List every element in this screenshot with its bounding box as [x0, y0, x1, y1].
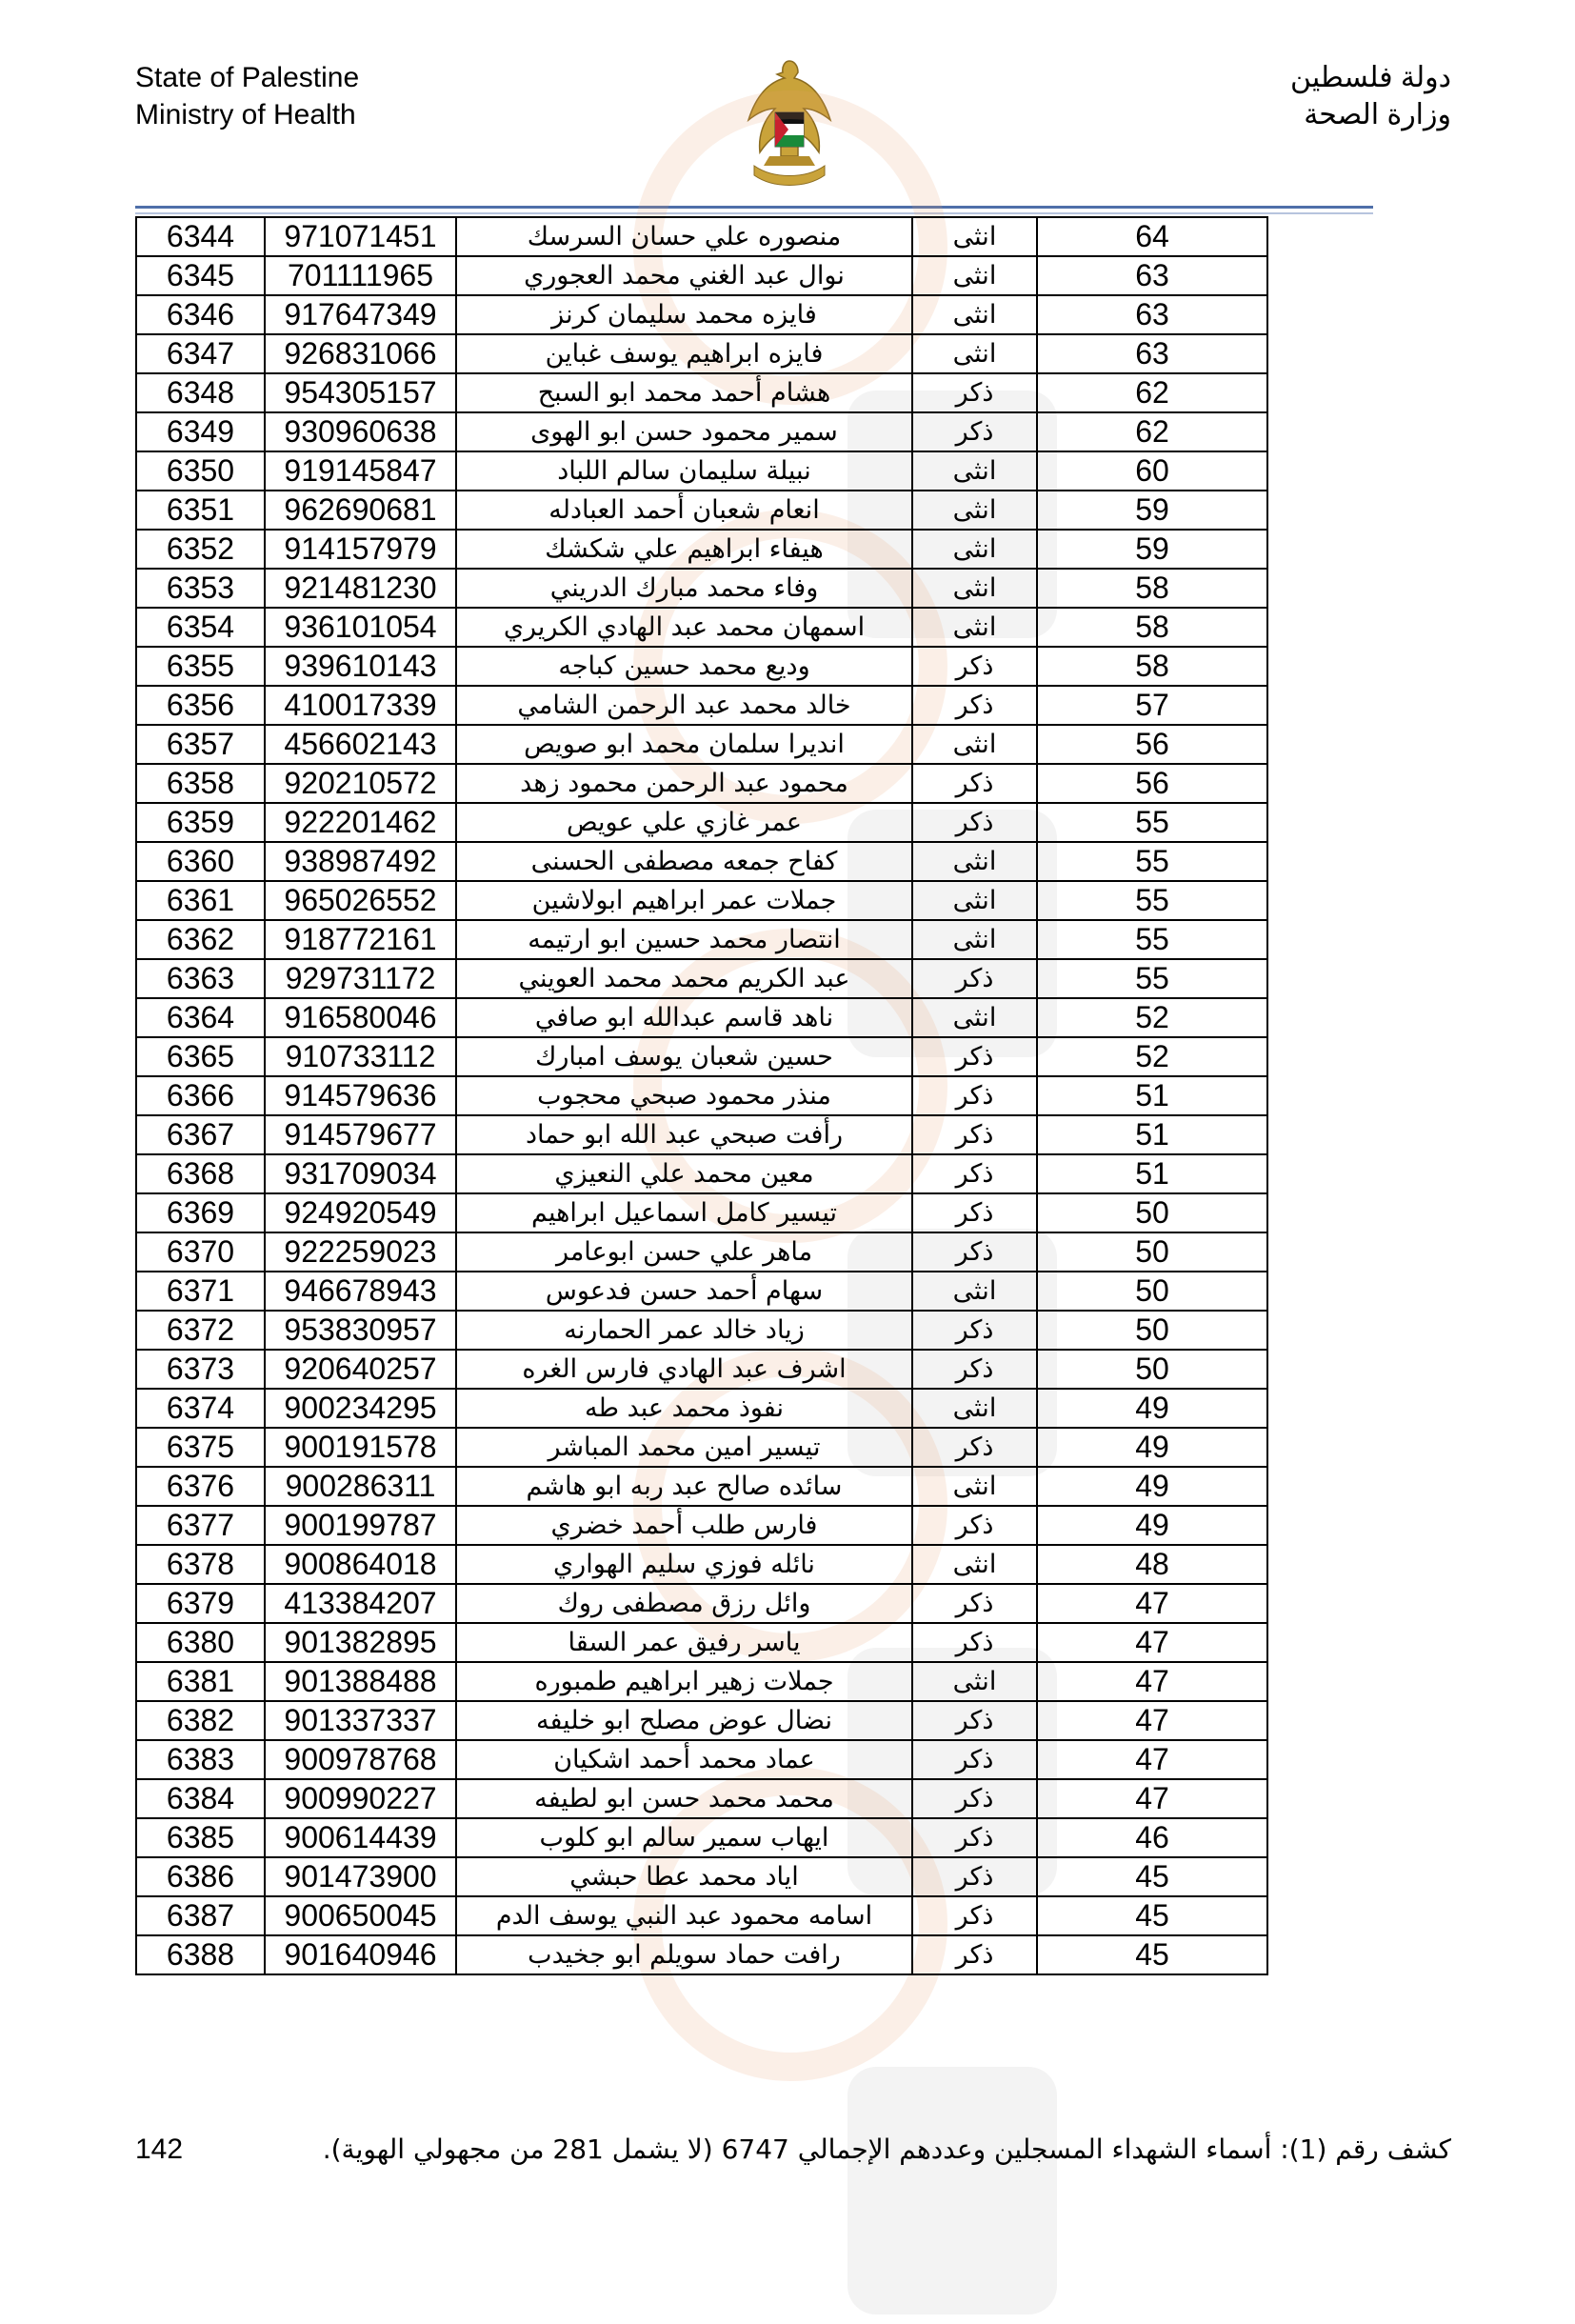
table-row	[136, 1115, 1267, 1154]
cell-age: 58	[1037, 647, 1267, 686]
cell-id-number: 914579677	[265, 1115, 456, 1154]
cell-full-name: سمير محمود حسن ابو الهوى	[456, 412, 912, 451]
cell-age: 48	[1037, 1545, 1267, 1584]
cell-id-number: 900990227	[265, 1779, 456, 1818]
cell-sex: ذكر	[912, 373, 1037, 412]
cell-seq: 6361	[136, 881, 265, 920]
martyrs-table	[135, 216, 1268, 1975]
cell-seq: 6387	[136, 1896, 265, 1935]
cell-seq: 6356	[136, 686, 265, 725]
cell-full-name: هيفاء ابراهيم علي شكشك	[456, 530, 912, 569]
cell-age: 50	[1037, 1193, 1267, 1232]
table-row	[136, 1857, 1267, 1896]
cell-id-number: 962690681	[265, 491, 456, 530]
cell-id-number: 971071451	[265, 217, 456, 256]
table-row	[136, 1232, 1267, 1272]
table-row	[136, 256, 1267, 295]
cell-id-number: 910733112	[265, 1037, 456, 1076]
cell-sex: ذكر	[912, 1896, 1037, 1935]
martyrs-table-body	[136, 217, 1267, 1974]
cell-age: 56	[1037, 764, 1267, 803]
cell-seq: 6367	[136, 1115, 265, 1154]
cell-seq: 6380	[136, 1623, 265, 1662]
cell-id-number: 916580046	[265, 998, 456, 1037]
cell-full-name: انتصار محمد حسين ابو ارتيمه	[456, 920, 912, 959]
cell-sex: ذكر	[912, 1154, 1037, 1193]
cell-sex: انثى	[912, 998, 1037, 1037]
cell-full-name: نبيلة سليمان سالم اللباد	[456, 451, 912, 491]
table-row	[136, 1389, 1267, 1428]
cell-sex: ذكر	[912, 1232, 1037, 1272]
cell-id-number: 900191578	[265, 1428, 456, 1467]
table-row	[136, 491, 1267, 530]
cell-age: 46	[1037, 1818, 1267, 1857]
table-row	[136, 1584, 1267, 1623]
cell-sex: ذكر	[912, 1037, 1037, 1076]
cell-full-name: معين محمد علي النعيزي	[456, 1154, 912, 1193]
cell-seq: 6360	[136, 842, 265, 881]
cell-full-name: اياد محمد عطا حبشي	[456, 1857, 912, 1896]
ministry-name-ar: وزارة الصحة	[1304, 99, 1451, 130]
cell-id-number: 920640257	[265, 1350, 456, 1389]
cell-id-number: 938987492	[265, 842, 456, 881]
cell-seq: 6353	[136, 569, 265, 608]
cell-full-name: نفوذ محمد عبد طه	[456, 1389, 912, 1428]
cell-full-name: سائده صالح عبد ربه ابو هاشم	[456, 1467, 912, 1506]
cell-full-name: فارس طلب أحمد خضري	[456, 1506, 912, 1545]
cell-id-number: 920210572	[265, 764, 456, 803]
cell-full-name: عبد الكريم محمد محمد العويني	[456, 959, 912, 998]
cell-full-name: وائل رزق مصطفى روك	[456, 1584, 912, 1623]
cell-id-number: 901388488	[265, 1662, 456, 1701]
cell-seq: 6364	[136, 998, 265, 1037]
footer-caption: كشف رقم (1): أسماء الشهداء المسجلين وعددهم الإجمالي 6747 (لا يشمل 281 من مجهولي الهوية).	[322, 2134, 1451, 2165]
cell-seq: 6386	[136, 1857, 265, 1896]
cell-age: 51	[1037, 1154, 1267, 1193]
cell-id-number: 965026552	[265, 881, 456, 920]
cell-sex: ذكر	[912, 959, 1037, 998]
cell-age: 62	[1037, 412, 1267, 451]
table-row	[136, 295, 1267, 334]
cell-sex: ذكر	[912, 1350, 1037, 1389]
cell-id-number: 954305157	[265, 373, 456, 412]
cell-full-name: ياسر رفيق عمر السقا	[456, 1623, 912, 1662]
cell-id-number: 921481230	[265, 569, 456, 608]
cell-id-number: 919145847	[265, 451, 456, 491]
header-rule	[135, 206, 1373, 209]
cell-sex: انثى	[912, 1467, 1037, 1506]
cell-full-name: نضال عوض مصلح ابو خليفه	[456, 1701, 912, 1740]
cell-seq: 6346	[136, 295, 265, 334]
cell-age: 56	[1037, 725, 1267, 764]
cell-full-name: منصوره علي حسان السرسك	[456, 217, 912, 256]
cell-age: 47	[1037, 1740, 1267, 1779]
cell-sex: انثى	[912, 569, 1037, 608]
cell-id-number: 917647349	[265, 295, 456, 334]
cell-id-number: 946678943	[265, 1272, 456, 1311]
state-name-en: State of Palestine	[135, 62, 360, 93]
cell-age: 59	[1037, 491, 1267, 530]
cell-seq: 6355	[136, 647, 265, 686]
cell-full-name: خالد محمد عبد الرحمن الشامي	[456, 686, 912, 725]
cell-seq: 6354	[136, 608, 265, 647]
cell-full-name: تيسير كامل اسماعيل ابراهيم	[456, 1193, 912, 1232]
cell-seq: 6363	[136, 959, 265, 998]
cell-full-name: منذر محمود صبحي محجوب	[456, 1076, 912, 1115]
cell-seq: 6372	[136, 1311, 265, 1350]
cell-full-name: نائله فوزي سليم الهواري	[456, 1545, 912, 1584]
cell-age: 63	[1037, 334, 1267, 373]
cell-sex: انثى	[912, 530, 1037, 569]
table-row	[136, 1740, 1267, 1779]
cell-age: 45	[1037, 1857, 1267, 1896]
cell-seq: 6370	[136, 1232, 265, 1272]
cell-sex: انثى	[912, 451, 1037, 491]
cell-age: 47	[1037, 1701, 1267, 1740]
cell-seq: 6351	[136, 491, 265, 530]
cell-full-name: فايزه ابراهيم يوسف غباين	[456, 334, 912, 373]
table-row	[136, 1272, 1267, 1311]
cell-full-name: انعام شعبان أحمد العبادله	[456, 491, 912, 530]
header-rule-shadow	[135, 212, 1373, 214]
cell-seq: 6357	[136, 725, 265, 764]
cell-id-number: 914579636	[265, 1076, 456, 1115]
table-row	[136, 1154, 1267, 1193]
table-row	[136, 1076, 1267, 1115]
table-row	[136, 881, 1267, 920]
cell-sex: انثى	[912, 920, 1037, 959]
cell-id-number: 900614439	[265, 1818, 456, 1857]
table-row	[136, 842, 1267, 881]
cell-sex: ذكر	[912, 412, 1037, 451]
table-row	[136, 686, 1267, 725]
cell-age: 49	[1037, 1506, 1267, 1545]
table-row	[136, 920, 1267, 959]
cell-age: 55	[1037, 803, 1267, 842]
cell-seq: 6374	[136, 1389, 265, 1428]
cell-full-name: اشرف عبد الهادي فارس الغره	[456, 1350, 912, 1389]
table-row	[136, 1350, 1267, 1389]
cell-full-name: كفاح جمعه مصطفى الحسنى	[456, 842, 912, 881]
cell-age: 50	[1037, 1350, 1267, 1389]
cell-age: 59	[1037, 530, 1267, 569]
table-row	[136, 1193, 1267, 1232]
cell-sex: انثى	[912, 1662, 1037, 1701]
cell-id-number: 929731172	[265, 959, 456, 998]
cell-seq: 6376	[136, 1467, 265, 1506]
table-row	[136, 373, 1267, 412]
cell-full-name: ايهاب سمير سالم ابو كلوب	[456, 1818, 912, 1857]
cell-age: 47	[1037, 1623, 1267, 1662]
cell-age: 45	[1037, 1935, 1267, 1974]
cell-seq: 6362	[136, 920, 265, 959]
cell-seq: 6349	[136, 412, 265, 451]
cell-sex: ذكر	[912, 1779, 1037, 1818]
cell-id-number: 936101054	[265, 608, 456, 647]
cell-sex: ذكر	[912, 1818, 1037, 1857]
header-right	[1290, 59, 1451, 133]
table-row	[136, 1662, 1267, 1701]
table-row	[136, 1935, 1267, 1974]
cell-seq: 6388	[136, 1935, 265, 1974]
cell-seq: 6385	[136, 1818, 265, 1857]
cell-sex: انثى	[912, 217, 1037, 256]
state-name-ar: دولة فلسطين	[1290, 62, 1451, 93]
cell-id-number: 413384207	[265, 1584, 456, 1623]
cell-id-number: 901473900	[265, 1857, 456, 1896]
cell-age: 60	[1037, 451, 1267, 491]
cell-sex: ذكر	[912, 1115, 1037, 1154]
table-row	[136, 1037, 1267, 1076]
cell-full-name: اسمهان محمد عبد الهادي الكريري	[456, 608, 912, 647]
cell-sex: انثى	[912, 334, 1037, 373]
table-row	[136, 1623, 1267, 1662]
cell-age: 50	[1037, 1311, 1267, 1350]
cell-sex: انثى	[912, 881, 1037, 920]
cell-seq: 6384	[136, 1779, 265, 1818]
table-row	[136, 647, 1267, 686]
header-left	[135, 59, 359, 133]
cell-seq: 6379	[136, 1584, 265, 1623]
page-number: 142	[135, 2134, 184, 2165]
cell-age: 62	[1037, 373, 1267, 412]
cell-id-number: 900864018	[265, 1545, 456, 1584]
cell-sex: ذكر	[912, 647, 1037, 686]
cell-full-name: رافت حماد سويلم ابو جخيدب	[456, 1935, 912, 1974]
table-row	[136, 608, 1267, 647]
cell-seq: 6344	[136, 217, 265, 256]
cell-sex: ذكر	[912, 1584, 1037, 1623]
cell-id-number: 901337337	[265, 1701, 456, 1740]
cell-sex: ذكر	[912, 686, 1037, 725]
cell-sex: ذكر	[912, 1740, 1037, 1779]
cell-age: 55	[1037, 842, 1267, 881]
cell-seq: 6368	[136, 1154, 265, 1193]
cell-seq: 6348	[136, 373, 265, 412]
cell-sex: ذكر	[912, 1311, 1037, 1350]
cell-sex: ذكر	[912, 1506, 1037, 1545]
cell-sex: ذكر	[912, 1857, 1037, 1896]
cell-age: 51	[1037, 1076, 1267, 1115]
cell-age: 45	[1037, 1896, 1267, 1935]
cell-full-name: عمر غازي علي عويص	[456, 803, 912, 842]
cell-age: 52	[1037, 1037, 1267, 1076]
table-row	[136, 1896, 1267, 1935]
cell-full-name: وفاء محمد مبارك الدريني	[456, 569, 912, 608]
cell-seq: 6382	[136, 1701, 265, 1740]
table-row	[136, 1701, 1267, 1740]
table-row	[136, 1467, 1267, 1506]
cell-id-number: 953830957	[265, 1311, 456, 1350]
cell-id-number: 900978768	[265, 1740, 456, 1779]
table-row	[136, 725, 1267, 764]
cell-age: 63	[1037, 256, 1267, 295]
cell-seq: 6366	[136, 1076, 265, 1115]
cell-id-number: 701111965	[265, 256, 456, 295]
cell-full-name: جملات عمر ابراهيم ابولاشين	[456, 881, 912, 920]
cell-full-name: تيسير امين محمد المباشر	[456, 1428, 912, 1467]
cell-seq: 6345	[136, 256, 265, 295]
cell-sex: انثى	[912, 295, 1037, 334]
cell-id-number: 930960638	[265, 412, 456, 451]
cell-seq: 6371	[136, 1272, 265, 1311]
cell-full-name: ماهر علي حسن ابوعامر	[456, 1232, 912, 1272]
cell-full-name: سهام أحمد حسن فدعوس	[456, 1272, 912, 1311]
cell-id-number: 924920549	[265, 1193, 456, 1232]
cell-seq: 6377	[136, 1506, 265, 1545]
cell-id-number: 939610143	[265, 647, 456, 686]
cell-seq: 6375	[136, 1428, 265, 1467]
cell-id-number: 900650045	[265, 1896, 456, 1935]
cell-age: 55	[1037, 959, 1267, 998]
cell-seq: 6358	[136, 764, 265, 803]
table-row	[136, 1428, 1267, 1467]
cell-age: 52	[1037, 998, 1267, 1037]
cell-age: 47	[1037, 1662, 1267, 1701]
table-row	[136, 217, 1267, 256]
cell-seq: 6347	[136, 334, 265, 373]
cell-id-number: 931709034	[265, 1154, 456, 1193]
cell-full-name: نوال عبد الغني محمد العجوري	[456, 256, 912, 295]
table-row	[136, 1506, 1267, 1545]
cell-age: 58	[1037, 569, 1267, 608]
cell-seq: 6378	[136, 1545, 265, 1584]
cell-sex: انثى	[912, 1545, 1037, 1584]
table-row	[136, 451, 1267, 491]
cell-full-name: رأفت صبحي عبد الله ابو حماد	[456, 1115, 912, 1154]
cell-id-number: 900286311	[265, 1467, 456, 1506]
cell-sex: ذكر	[912, 803, 1037, 842]
cell-age: 47	[1037, 1779, 1267, 1818]
cell-seq: 6350	[136, 451, 265, 491]
cell-sex: ذكر	[912, 1428, 1037, 1467]
cell-id-number: 901640946	[265, 1935, 456, 1974]
cell-id-number: 922201462	[265, 803, 456, 842]
cell-sex: ذكر	[912, 764, 1037, 803]
cell-full-name: فايزه محمد سليمان كرنز	[456, 295, 912, 334]
cell-age: 55	[1037, 881, 1267, 920]
cell-seq: 6365	[136, 1037, 265, 1076]
cell-id-number: 456602143	[265, 725, 456, 764]
cell-seq: 6352	[136, 530, 265, 569]
cell-id-number: 900199787	[265, 1506, 456, 1545]
cell-sex: انثى	[912, 1272, 1037, 1311]
cell-age: 63	[1037, 295, 1267, 334]
cell-age: 49	[1037, 1389, 1267, 1428]
cell-full-name: اسامه محمود عبد النبي يوسف الدم	[456, 1896, 912, 1935]
cell-full-name: حسين شعبان يوسف امبارك	[456, 1037, 912, 1076]
cell-full-name: جملات زهير ابراهيم طمبوره	[456, 1662, 912, 1701]
cell-full-name: وديع محمد حسين كباجه	[456, 647, 912, 686]
cell-full-name: ناهد قاسم عبدالله ابو صافي	[456, 998, 912, 1037]
cell-age: 50	[1037, 1232, 1267, 1272]
cell-age: 58	[1037, 608, 1267, 647]
cell-age: 49	[1037, 1428, 1267, 1467]
table-row	[136, 1311, 1267, 1350]
cell-seq: 6369	[136, 1193, 265, 1232]
cell-id-number: 901382895	[265, 1623, 456, 1662]
cell-age: 55	[1037, 920, 1267, 959]
cell-sex: ذكر	[912, 1623, 1037, 1662]
table-row	[136, 959, 1267, 998]
cell-age: 50	[1037, 1272, 1267, 1311]
cell-id-number: 922259023	[265, 1232, 456, 1272]
cell-seq: 6381	[136, 1662, 265, 1701]
cell-age: 64	[1037, 217, 1267, 256]
cell-sex: انثى	[912, 256, 1037, 295]
cell-age: 51	[1037, 1115, 1267, 1154]
table-row	[136, 764, 1267, 803]
cell-full-name: محمد محمد حسن ابو لطيفه	[456, 1779, 912, 1818]
table-row	[136, 1779, 1267, 1818]
cell-sex: انثى	[912, 1389, 1037, 1428]
cell-sex: انثى	[912, 608, 1037, 647]
cell-full-name: هشام أحمد محمد ابو السبح	[456, 373, 912, 412]
ministry-name-en: Ministry of Health	[135, 99, 356, 130]
table-row	[136, 998, 1267, 1037]
palestine-emblem-icon	[731, 53, 847, 202]
cell-age: 57	[1037, 686, 1267, 725]
table-row	[136, 569, 1267, 608]
cell-id-number: 914157979	[265, 530, 456, 569]
table-row	[136, 530, 1267, 569]
table-row	[136, 1545, 1267, 1584]
cell-full-name: عماد محمد أحمد اشكيان	[456, 1740, 912, 1779]
cell-id-number: 926831066	[265, 334, 456, 373]
cell-full-name: انديرا سلمان محمد ابو صويص	[456, 725, 912, 764]
table-row	[136, 412, 1267, 451]
table-row	[136, 1818, 1267, 1857]
cell-sex: ذكر	[912, 1193, 1037, 1232]
cell-seq: 6383	[136, 1740, 265, 1779]
cell-age: 49	[1037, 1467, 1267, 1506]
table-row	[136, 334, 1267, 373]
table-row	[136, 803, 1267, 842]
cell-sex: انثى	[912, 842, 1037, 881]
cell-age: 47	[1037, 1584, 1267, 1623]
cell-sex: انثى	[912, 725, 1037, 764]
cell-id-number: 410017339	[265, 686, 456, 725]
cell-id-number: 918772161	[265, 920, 456, 959]
cell-seq: 6359	[136, 803, 265, 842]
cell-sex: ذكر	[912, 1076, 1037, 1115]
cell-full-name: محمود عبد الرحمن محمود زهد	[456, 764, 912, 803]
cell-sex: ذكر	[912, 1935, 1037, 1974]
cell-seq: 6373	[136, 1350, 265, 1389]
cell-id-number: 900234295	[265, 1389, 456, 1428]
cell-full-name: زياد خالد عمر الحمارنه	[456, 1311, 912, 1350]
cell-sex: انثى	[912, 491, 1037, 530]
cell-sex: ذكر	[912, 1701, 1037, 1740]
